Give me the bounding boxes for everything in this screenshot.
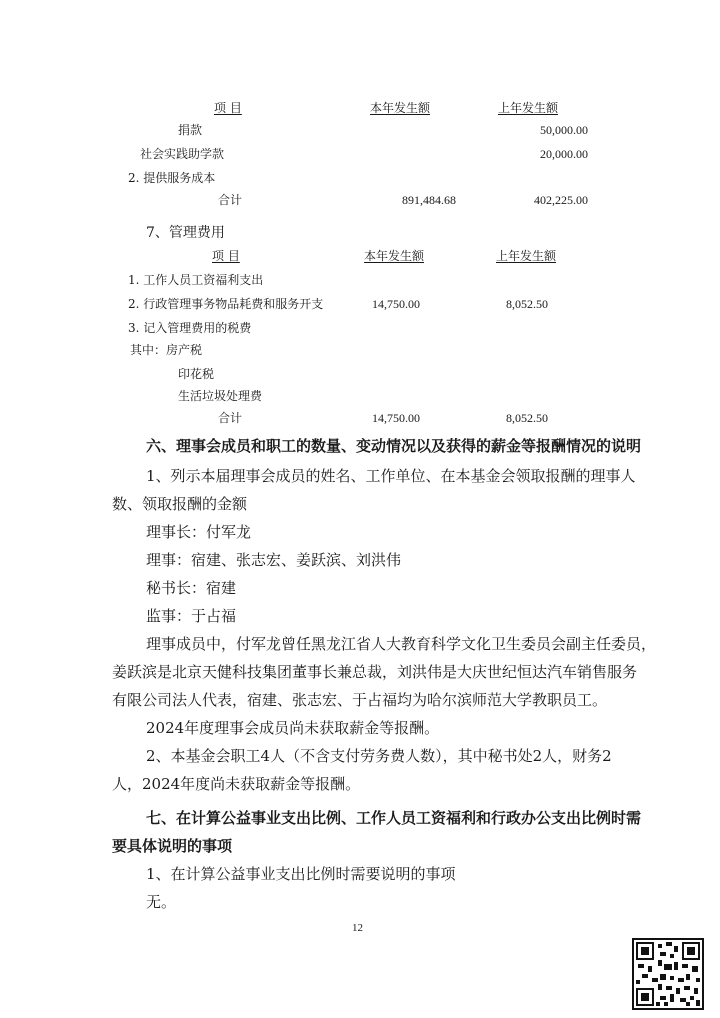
table1-total-previous: 402,225.00 <box>534 193 588 207</box>
section-seven-heading: 要具体说明的事项 <box>112 837 233 855</box>
board-supervisor: 监事：于占福 <box>146 607 237 625</box>
section-six-p2: 姜跃滨是北京天健科技集团董事长兼总裁，刘洪伟是大庆世纪恒达汽车销售服务 <box>112 663 638 681</box>
section-six-p2: 理事成员中，付军龙曾任黑龙江省人大教育科学文化卫生委员会副主任委员， <box>146 635 657 653</box>
table2-total-current: 14,750.00 <box>372 411 420 425</box>
board-secretary: 秘书长：宿建 <box>146 579 237 597</box>
table2-row-label: 1. 工作人员工资福利支出 <box>128 273 264 287</box>
table2-row-label: 3. 记入管理费用的税费 <box>128 321 252 335</box>
section-six-p3: 2024年度理事会成员尚未获取薪金等报酬。 <box>146 719 440 737</box>
table1-header-previous: 上年发生额 <box>498 101 559 115</box>
section7-title: 7、管理费用 <box>146 225 225 241</box>
table2-row-current: 14,750.00 <box>372 297 420 311</box>
page-number: 12 <box>352 922 363 934</box>
table2-row-label: 2. 行政管理事务物品耗费和服务开支 <box>128 297 324 311</box>
table2-header-current: 本年发生额 <box>364 249 425 263</box>
table2-header-previous: 上年发生额 <box>496 249 557 263</box>
table2-header-item: 项 目 <box>212 249 240 263</box>
section-six-p2: 有限公司法人代表，宿建、张志宏、于占福均为哈尔滨师范大学教职员工。 <box>112 691 608 709</box>
section-six-p4: 人，2024年度尚未获取薪金等报酬。 <box>112 775 361 793</box>
table2-total-previous: 8,052.50 <box>506 411 548 425</box>
table2-row-previous: 8,052.50 <box>506 297 548 311</box>
table2-total-label: 合计 <box>218 411 243 425</box>
table1-row-previous: 50,000.00 <box>540 123 588 137</box>
section-seven-p2: 无。 <box>146 893 177 911</box>
section-six-p1: 数、领取报酬的金额 <box>112 495 248 513</box>
section-seven-p1: 1、在计算公益事业支出比例时需要说明的事项 <box>146 865 456 883</box>
table1-row-previous: 20,000.00 <box>540 147 588 161</box>
table1-row-label: 社会实践助学款 <box>140 147 225 161</box>
section-six-p4: 2、本基金会职工4人（不含支付劳务费人数），其中秘书处2人，财务2 <box>146 747 612 765</box>
table2-row-label: 其中：房产税 <box>130 343 203 357</box>
table2-row-label: 生活垃圾处理费 <box>178 389 263 403</box>
board-chair: 理事长：付军龙 <box>146 523 252 541</box>
table1-total-label: 合计 <box>218 193 243 207</box>
board-directors: 理事：宿建、张志宏、姜跃滨、刘洪伟 <box>146 551 402 569</box>
section-six-heading: 六、理事会成员和职工的数量、变动情况以及获得的薪金等报酬情况的说明 <box>146 437 642 455</box>
table1-row-label: 捐款 <box>178 123 203 137</box>
section-seven-heading: 七、在计算公益事业支出比例、工作人员工资福利和行政办公支出比例时需 <box>146 809 642 827</box>
table1-header-item: 项 目 <box>214 101 242 115</box>
qr-code-icon <box>632 938 704 1010</box>
table1-row-label: 2. 提供服务成本 <box>128 171 216 185</box>
table1-total-current: 891,484.68 <box>402 193 456 207</box>
table1-header-current: 本年发生额 <box>370 101 431 115</box>
table2-row-label: 印花税 <box>178 367 215 381</box>
section-six-p1: 1、列示本届理事会成员的姓名、工作单位、在本基金会领取报酬的理事人 <box>146 467 636 485</box>
